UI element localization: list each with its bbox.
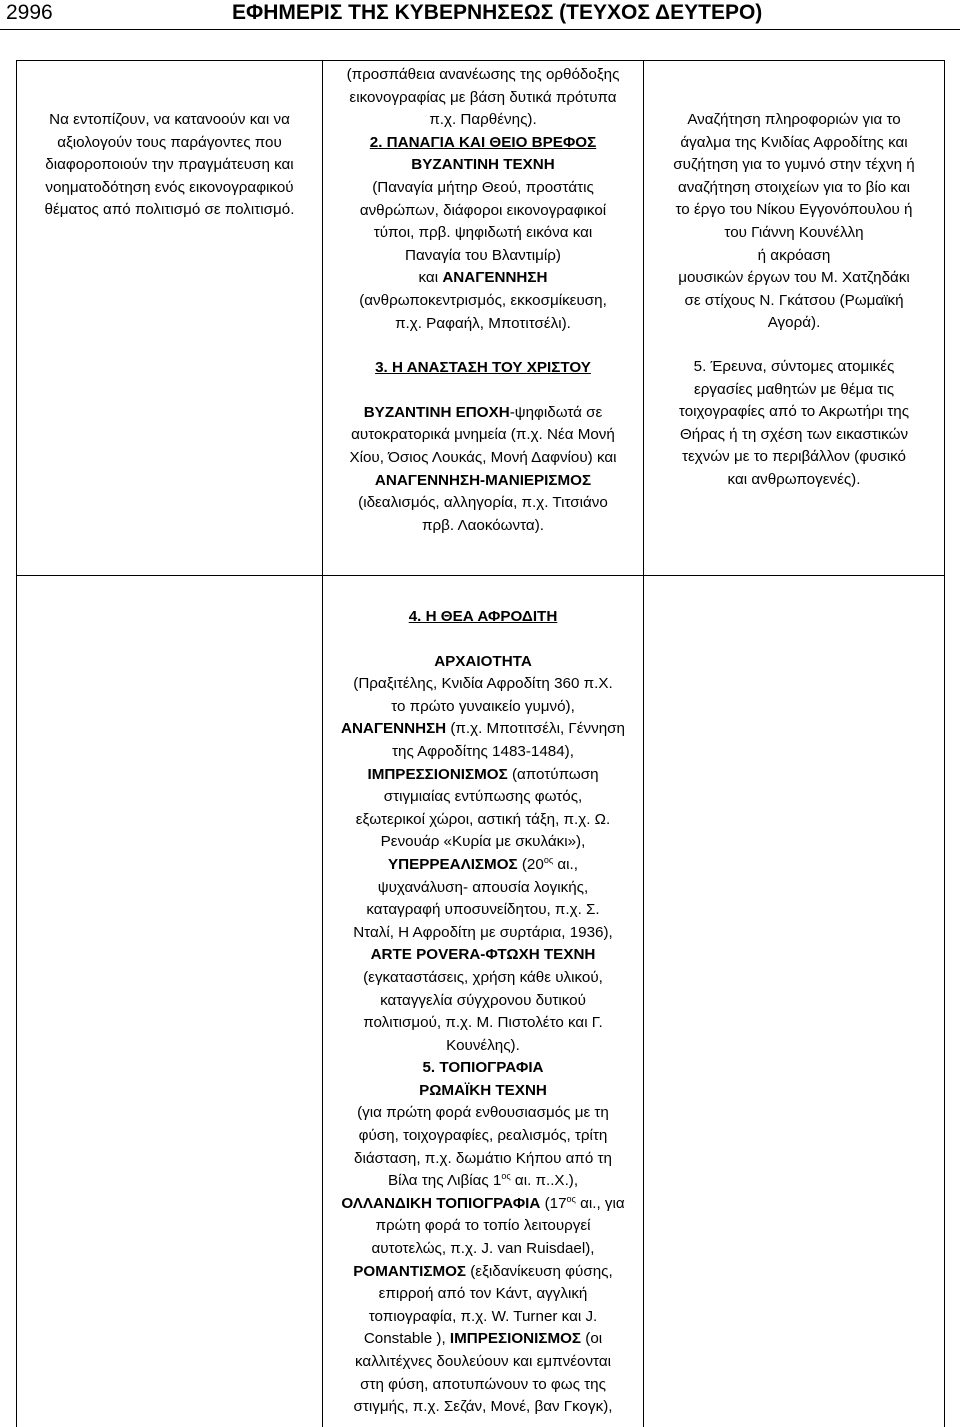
spacer — [323, 380, 643, 402]
section-2-subtitle: ΒΥΖΑΝΤΙΝΗ ΤΕΧΝΗ — [411, 156, 555, 174]
text-line: στη φύση, αποτυπώνουν το φως της — [360, 1375, 606, 1393]
text-line — [323, 854, 643, 877]
text-line: νοηματοδότηση ενός εικονογραφικού — [45, 178, 294, 196]
text-line: (προσπάθεια ανανέωσης της ορθόδοξης — [346, 66, 620, 83]
renaissance-term: ΑΝΑΓΕΝΝΗΣΗ — [442, 269, 548, 287]
text-span: (εξιδανίκευση φύσης, — [466, 1262, 613, 1280]
content-cell-bottom — [323, 606, 643, 1419]
text-span: αι., για — [575, 1194, 625, 1212]
table-border-top — [16, 60, 945, 61]
spacer — [323, 335, 643, 357]
ordinal-suffix: ος — [543, 854, 554, 865]
text-line — [323, 1170, 643, 1193]
dutch-landscape-term: ΟΛΛΑΝΔΙΚΗ ΤΟΠΙΟΓΡΑΦΙΑ — [341, 1194, 541, 1212]
text-line: (για πρώτη φορά ενθουσιασμός με τη — [357, 1104, 609, 1122]
journal-title: ΕΦΗΜΕΡΙΣ ΤΗΣ ΚΥΒΕΡΝΗΣΕΩΣ (ΤΕΥΧΟΣ ΔΕΥΤΕΡΟ) — [232, 1, 763, 24]
text-line: καταγγελία σύγχρονου δυτικού — [380, 991, 586, 1009]
text-line — [323, 267, 643, 290]
text-span: (20 — [517, 855, 544, 873]
impressionism-term: ΙΜΠΡΕΣΣΙΟΝΙΣΜΟΣ — [367, 765, 508, 783]
text-line: άγαλμα της Κνιδίας Αφροδίτης και — [680, 133, 908, 151]
text-line: τοιχογραφίες από το Ακρωτήρι της — [678, 403, 910, 421]
text-line — [323, 764, 643, 787]
text-line: π.χ. Ραφαήλ, Μποτιτσέλι). — [395, 314, 571, 332]
text-line: ψυχανάλυση- απουσία λογικής, — [377, 878, 589, 896]
text-line: ανθρώπων, διάφοροι εικονογραφικοί — [359, 201, 607, 219]
text-line: πολιτισμού, π.χ. Μ. Πιστολέτο και Γ. — [363, 1014, 603, 1032]
text-line: (εγκαταστάσεις, χρήση κάθε υλικού, — [363, 968, 603, 986]
spacer — [644, 335, 944, 356]
text-line — [323, 718, 643, 741]
text-line: ή ακρόαση — [757, 246, 831, 264]
text-span: αι., — [553, 855, 578, 873]
text-line: Αγορά). — [767, 314, 821, 332]
impressionism-term-2: ΙΜΠΡΕΣΙΟΝΙΣΜΟΣ — [449, 1330, 582, 1348]
text-line: Αναζήτηση πληροφοριών για το — [687, 111, 901, 128]
text-line: Νταλί, Η Αφροδίτη με συρτάρια, 1936), — [353, 923, 613, 941]
text-line: πρώτη φορά το τοπίο λειτουργεί — [375, 1217, 591, 1235]
antiquity-term: ΑΡΧΑΙΟΤΗΤΑ — [434, 652, 532, 670]
text-line: π.χ. Παρθένης). — [429, 111, 537, 129]
table-border-left — [16, 60, 17, 1427]
text-line: αξιολογούν τους παράγοντες που — [57, 133, 282, 151]
spacer — [323, 629, 643, 651]
text-line: πρβ. Λαοκόωντα). — [422, 516, 544, 534]
text-span: αι. π..Χ.), — [510, 1172, 579, 1190]
text-line: σε στίχους Ν. Γκάτσου (Ρωμαϊκή — [684, 291, 904, 309]
activities-cell-top — [644, 109, 944, 492]
text-line: Χίου, Όσιος Λουκάς, Μονή Δαφνίου) και — [349, 448, 617, 466]
text-line: στιγμιαίας εντύπωσης φωτός, — [383, 788, 583, 806]
text-span: Constable ), — [363, 1330, 450, 1348]
text-line: τύποι, πρβ. ψηφιδωτή εικόνα και — [373, 224, 593, 242]
page-header — [0, 0, 960, 30]
text-line: το έργο του Νίκου Εγγονόπουλου ή — [675, 201, 913, 219]
text-line: Θήρας ή τη σχέση των εικαστικών — [679, 425, 909, 443]
arte-povera-term: ARTE POVERA-ΦΤΩΧΗ ΤΕΧΝΗ — [370, 946, 596, 964]
objectives-cell — [17, 109, 322, 222]
byzantine-term: ΒΥΖΑΝΤΙΝΗ ΕΠΟΧΗ — [363, 403, 510, 421]
text-line: Παναγία του Βλαντιμίρ) — [405, 246, 561, 264]
text-span: Βίλα της Λιβίας 1 — [387, 1172, 502, 1190]
text-line: εξωτερικοί χώροι, αστική τάξη, π.χ. Ω. — [355, 810, 611, 828]
roman-art-term: ΡΩΜΑΪΚΗ ΤΕΧΝΗ — [419, 1081, 547, 1099]
text-span: (αποτύπωση — [507, 765, 599, 783]
text-line: τεχνών με το περιβάλλον (φυσικό — [681, 448, 906, 466]
text-span: (17 — [540, 1194, 567, 1212]
text-line: της Αφροδίτης 1483-1484), — [392, 742, 574, 760]
romanticism-term: ΡΟΜΑΝΤΙΣΜΟΣ — [353, 1262, 467, 1280]
text-line: (Πραξιτέλης, Κνιδία Αφροδίτη 360 π.Χ. — [353, 675, 613, 693]
text-line: 5. Έρευνα, σύντομες ατομικές — [693, 357, 895, 375]
text-line: μουσικών έργων του Μ. Χατζηδάκι — [678, 269, 910, 287]
page-number: 2996 — [6, 1, 53, 24]
text-line: (ανθρωποκεντρισμός, εκκοσμίκευση, — [359, 291, 607, 309]
text-line: επιρροή από τον Κάντ, αγγλική — [378, 1285, 588, 1303]
surrealism-term: ΥΠΕΡΡΕΑΛΙΣΜΟΣ — [388, 855, 518, 873]
text-line — [323, 1193, 643, 1216]
ordinal-suffix: ος — [501, 1171, 511, 1182]
text-line: διάσταση, π.χ. δωμάτιο Κήπου από τη — [354, 1149, 612, 1167]
text-line: εργασίες μαθητών με θέμα τις — [693, 380, 895, 398]
text-line: αυτοκρατορικά μνημεία (π.χ. Νέα Μονή — [351, 426, 615, 444]
text-line: αναζήτηση στοιχείων για το βίο και — [677, 178, 911, 196]
text-line: αυτοτελώς, π.χ. J. van Ruisdael), — [371, 1240, 595, 1258]
section-5-title: 5. ΤΟΠΙΟΓΡΑΦΙΑ — [422, 1059, 544, 1077]
text-line: Ρενουάρ «Κυρία με σκυλάκι»), — [380, 833, 586, 851]
text-line: του Γιάννη Κουνέλλη — [724, 223, 864, 241]
text-line: Κουνέλης). — [446, 1036, 520, 1054]
text-line: διαφοροποιούν την πραγμάτευση και — [45, 156, 294, 174]
text-line: εικονογραφίας με βάση δυτικά πρότυπα — [349, 88, 617, 106]
text-span: (οι — [581, 1330, 603, 1348]
section-4-title: 4. Η ΘΕΑ ΑΦΡΟΔΙΤΗ — [408, 608, 558, 625]
text-line: θέματος από πολιτισμό σε πολιτισμό. — [44, 201, 295, 219]
text-line: το πρώτο γυναικείο γυμνό), — [391, 697, 575, 715]
text-line — [323, 1328, 643, 1351]
text-line: συζήτηση για το γυμνό στην τέχνη ή — [673, 156, 915, 174]
section-3-title: 3. Η ΑΝΑΣΤΑΣΗ ΤΟΥ ΧΡΙΣΤΟΥ — [375, 359, 591, 377]
text-line — [323, 402, 643, 425]
ordinal-suffix: ος — [566, 1193, 576, 1204]
text-line: (ιδεαλισμός, αλληγορία, π.χ. Τιτσιάνο — [358, 494, 608, 512]
text-line: καταγραφή υποσυνείδητου, π.χ. Σ. — [366, 901, 600, 919]
text-line: Να εντοπίζουν, να κατανοούν και να — [49, 111, 290, 128]
section-2-title: 2. ΠΑΝΑΓΙΑ ΚΑΙ ΘΕΙΟ ΒΡΕΦΟΣ — [369, 133, 597, 151]
text-span: και — [418, 269, 443, 287]
renaissance-mannerism-term: ΑΝΑΓΕΝΝΗΣΗ-ΜΑΝΙΕΡΙΣΜΟΣ — [374, 471, 592, 489]
text-line: τοπιογραφία, π.χ. W. Turner και J. — [368, 1307, 598, 1325]
renaissance-term: ΑΝΑΓΕΝΝΗΣΗ — [341, 720, 447, 738]
text-line: και ανθρωπογενές). — [727, 470, 861, 488]
text-line: καλλιτέχνες δουλεύουν και εμπνέονται — [355, 1353, 611, 1370]
content-cell-top — [323, 64, 643, 537]
text-line: στιγμής, π.χ. Σεζάν, Μονέ, βαν Γκογκ), — [353, 1398, 613, 1416]
text-line — [323, 1261, 643, 1284]
text-line: (Παναγία μήτηρ Θεού, προστάτις — [372, 178, 594, 196]
table-row-divider — [16, 575, 945, 576]
text-span: -ψηφιδωτά σε — [509, 403, 603, 421]
table-border-right — [944, 60, 945, 1427]
text-span: (π.χ. Μποτιτσέλι, Γέννηση — [446, 720, 625, 738]
text-line: φύση, τοιχογραφίες, ρεαλισμός, τρίτη — [358, 1127, 608, 1145]
